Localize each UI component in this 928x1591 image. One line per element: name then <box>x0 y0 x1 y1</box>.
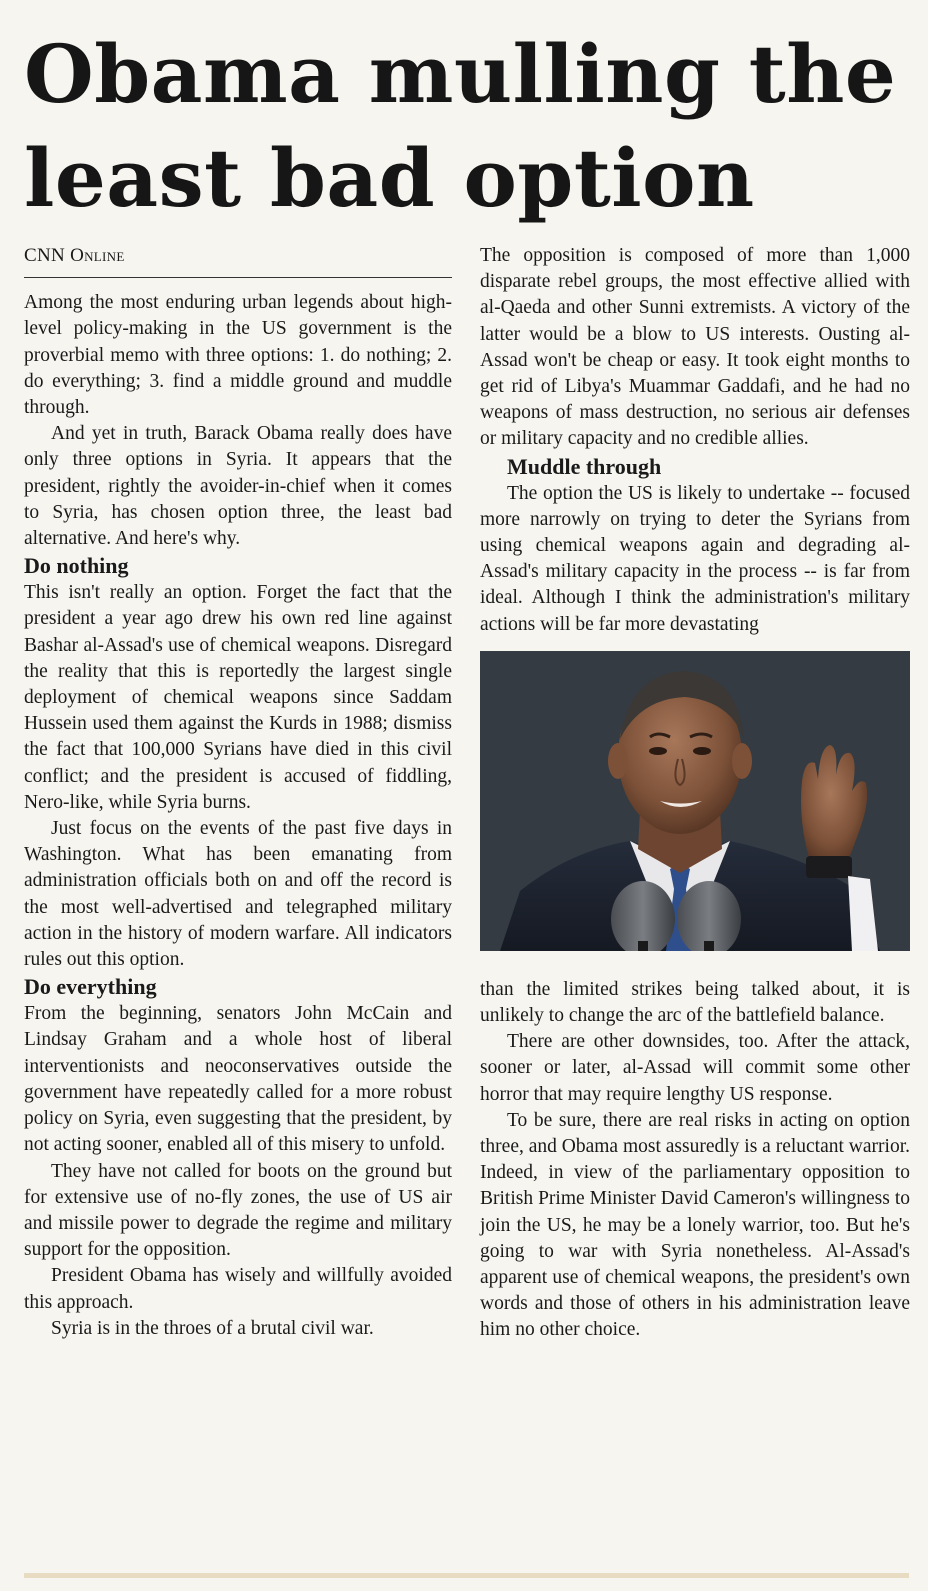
photo-obama <box>480 651 910 951</box>
paragraph-do-nothing: This isn't really an option. Forget the fact that the president a year ago drew his own red line against Bashar al-Assad's use of chemical weapons. Disregard the reality that this is reportedly the largest single deployment of chemical weapons since Saddam Hussein used them against the Kurds in 1988; dismiss the fact that 100,000 Syrians have died in this civil conflict; and the president is accused of fiddling, Nero-like, while Syria burns. <box>24 582 452 813</box>
photo-illustration <box>480 651 910 951</box>
paragraph-do-everything: From the beginning, senators John McCain and Lindsay Graham and a whole host of liberal interventionists and neoconservatives outside the government have repeatedly called for a more robust policy on Syria, even suggesting that the president, by not acting sooner, enabled all of this misery to unfold. <box>24 1003 452 1156</box>
source-byline: CNN Online <box>24 243 452 278</box>
subhead-do-nothing: Do nothing <box>24 553 129 579</box>
paragraph-civil-war: Syria is in the throes of a brutal civil war. <box>51 1317 374 1339</box>
subhead-do-everything: Do everything <box>24 974 157 1000</box>
paragraph-obama-avoided: President Obama has wisely and willfully avoided this approach. <box>24 1265 452 1313</box>
paragraph-limited-strikes: than the limited strikes being talked about, it is unlikely to change the arc of the battlefield balance. <box>480 978 910 1027</box>
left-column <box>24 243 452 1342</box>
paragraph-muddle-through: The option the US is likely to undertake -- focused more narrowly on trying to deter the Syrians from using chemical weapons again and degrading al-Assad's military capacity in the process -- is far from ideal. Although I think the administration's military actions will be far more devastating <box>480 482 910 635</box>
paragraph-three-options: And yet in truth, Barack Obama really does have only three options in Syria. It appears that the president, rightly the avoider-in-chief when it comes to Syria, has chosen option three, the least bad alternative. And here's why. <box>24 423 452 550</box>
paragraph-no-boots: They have not called for boots on the ground but for extensive use of no-fly zones, the use of US air and missile power to degrade the regime and military support for the opposition. <box>24 1160 452 1261</box>
paragraph-intro: Among the most enduring urban legends about high-level policy-making in the US government is the proverbial memo with three options: 1. do nothing; 2. do everything; 3. find a middle ground and muddle through. <box>24 292 452 419</box>
right-column <box>480 243 910 1344</box>
paragraph-washington: Just focus on the events of the past five days in Washington. What has been emanating from administration officials both on and off the record is the most well-advertised and telegraphed military action in the history of modern warfare. All indicators rules out this option. <box>24 818 452 971</box>
headline-line-2: least bad option <box>24 131 755 225</box>
paragraph-downsides: There are other downsides, too. After the attack, sooner or later, al-Assad will commit some other horror that may require lengthy US response. <box>480 1031 910 1105</box>
bottom-rule <box>24 1573 909 1578</box>
headline-line-1: Obama mulling the <box>24 27 897 121</box>
headline <box>24 22 914 230</box>
subhead-muddle-through: Muddle through <box>507 453 662 479</box>
paragraph-real-risks: To be sure, there are real risks in acting on option three, and Obama most assuredly is a reluctant warrior. Indeed, in view of the parliamentary opposition to British Prime Minister David Cameron's willingness to join the US, he may be a lonely warrior, too. But he's going to war with Syria nonetheless. Al-Assad's apparent use of chemical weapons, the president's own words and those of others in his administration leave him no other choice. <box>480 1109 910 1341</box>
paragraph-opposition: The opposition is composed of more than 1,000 disparate rebel groups, the most effective allied with al-Qaeda and other Sunni extremists. A victory of the latter would be a blow to US interests. Ousting al-Assad won't be cheap or easy. It took eight months to get rid of Libya's Muammar Gaddafi, and he had no weapons of mass destruction, no serious air defenses or military capacity and no credible allies. <box>480 245 910 450</box>
